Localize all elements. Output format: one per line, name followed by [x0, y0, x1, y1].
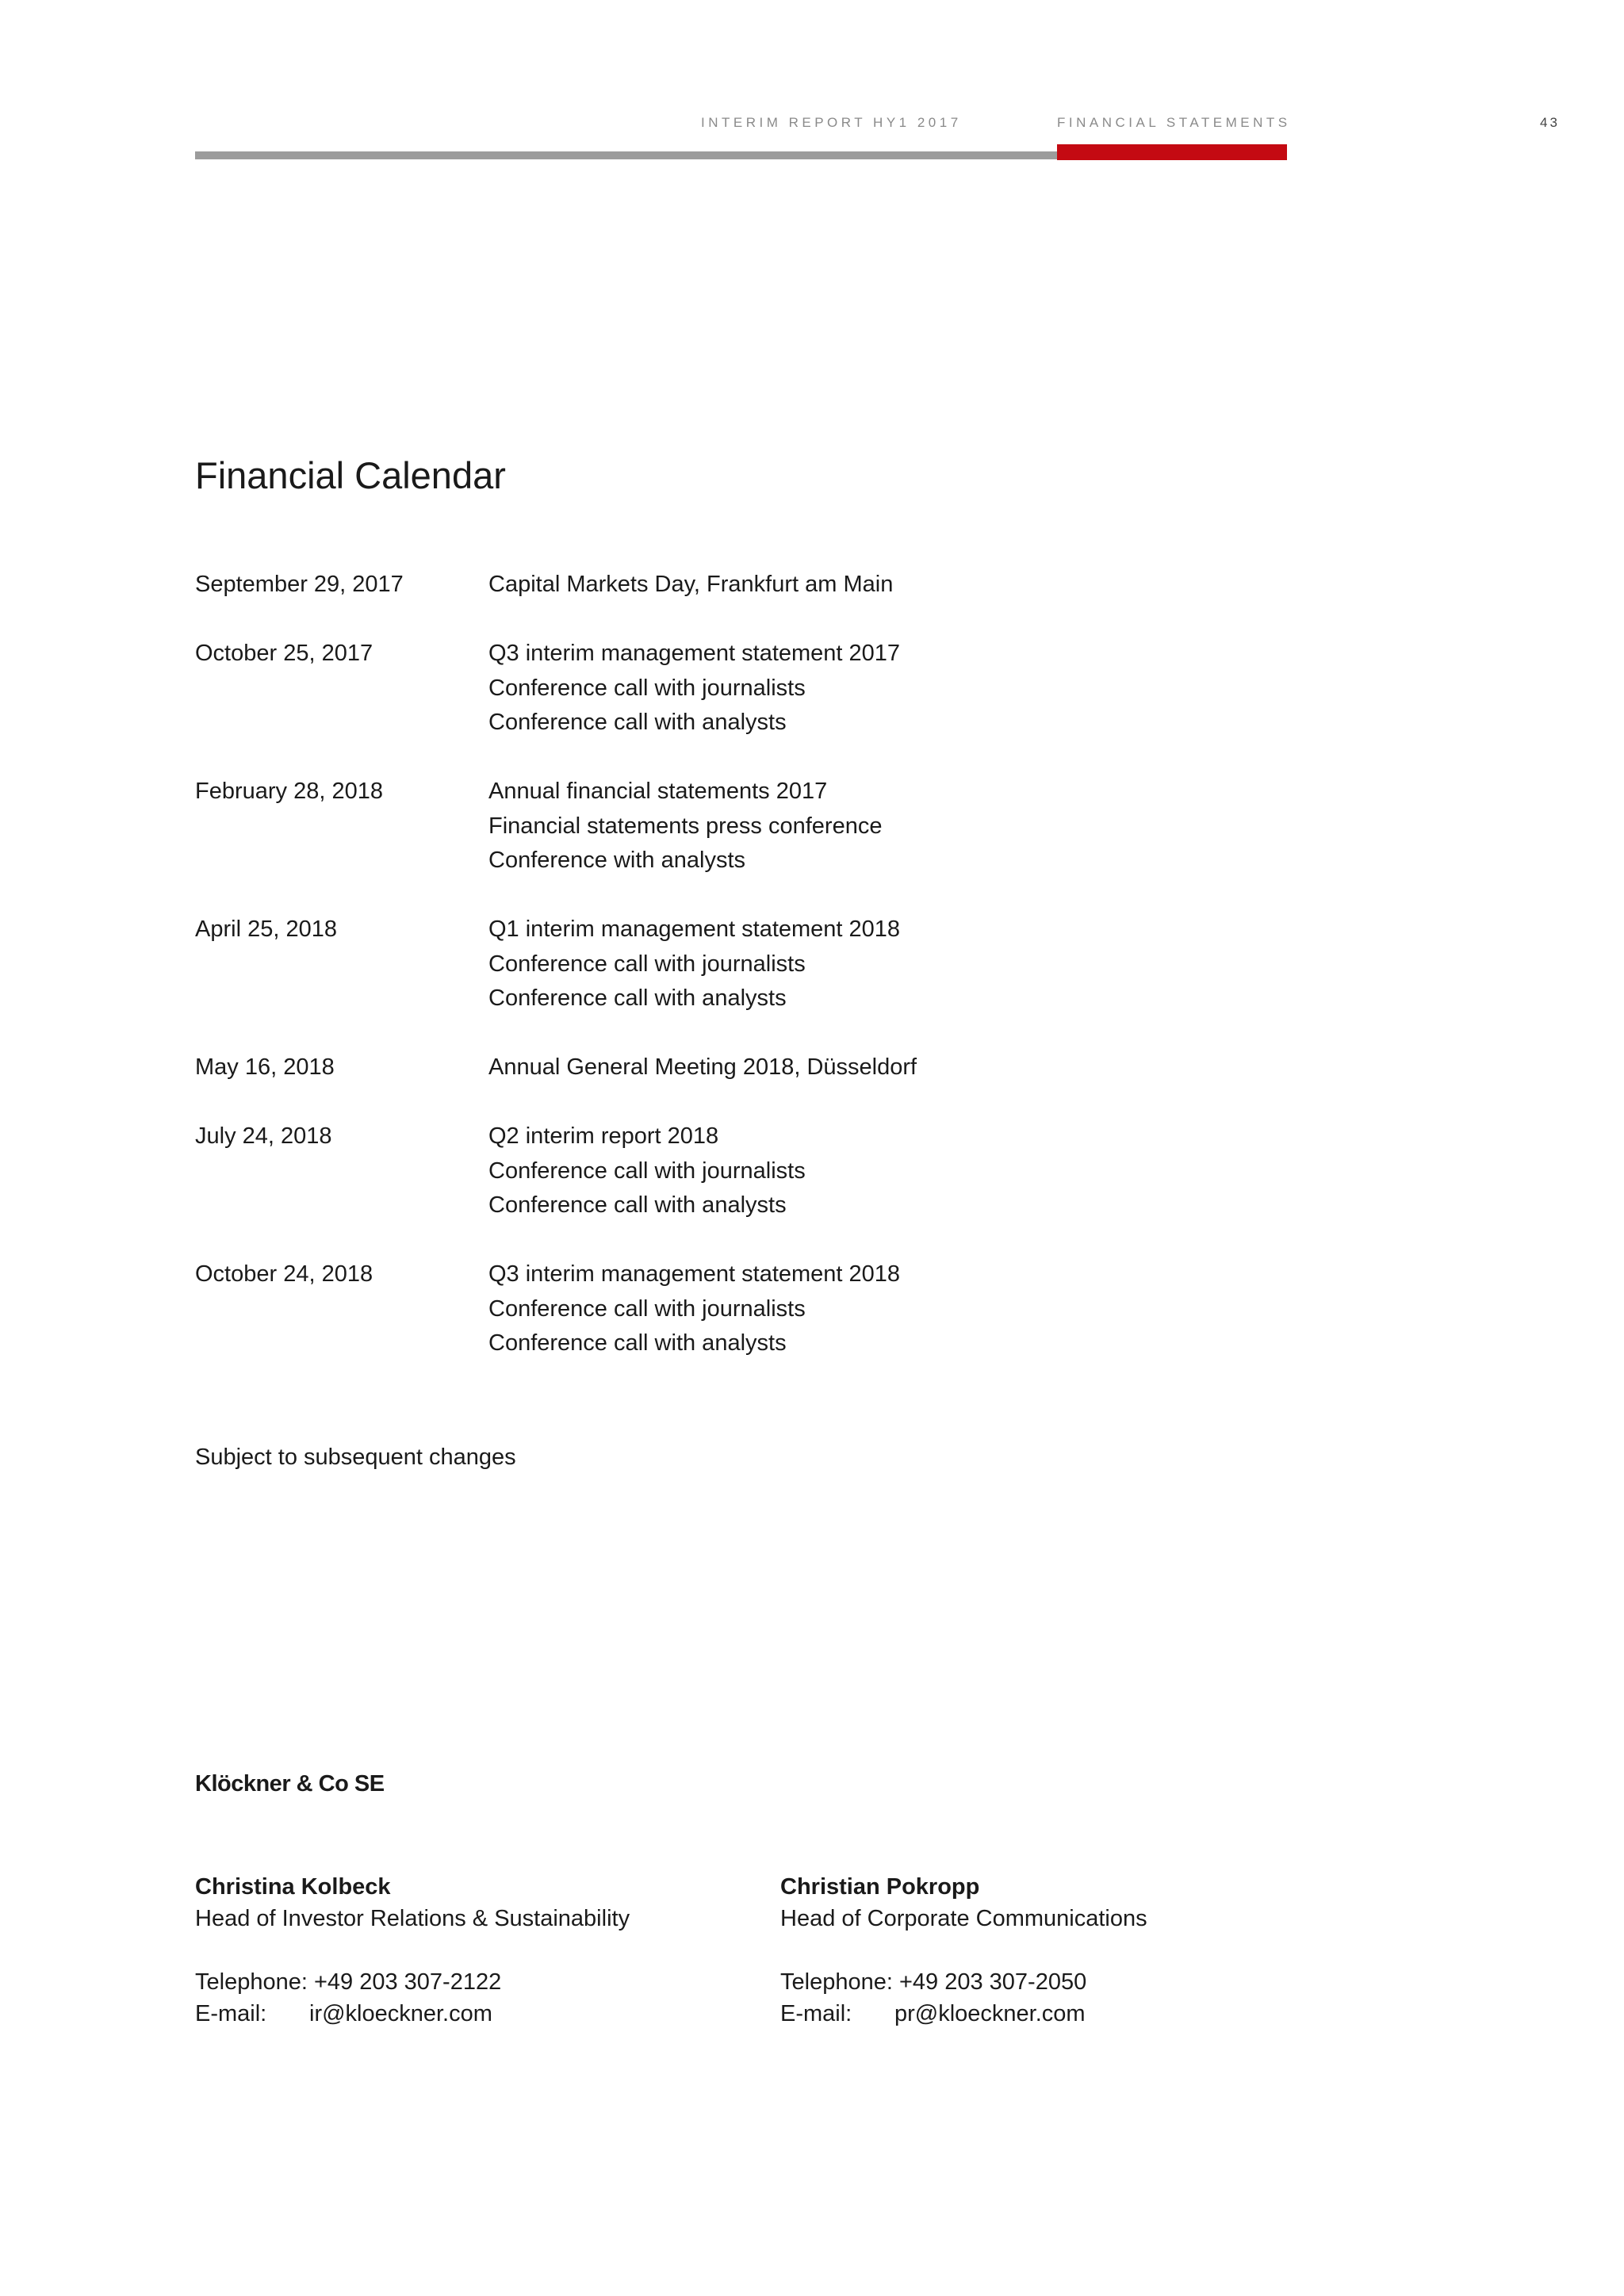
- calendar-events: [488, 1257, 900, 1361]
- calendar-entry: [195, 637, 917, 740]
- calendar-event: Q3 interim management statement 2018: [488, 1261, 901, 1287]
- calendar-event: Conference call with analysts: [488, 985, 787, 1011]
- calendar-event: Q1 interim management statement 2018: [488, 916, 901, 942]
- calendar-date: October 25, 2017: [195, 641, 373, 666]
- calendar-event: Q2 interim report 2018: [488, 1123, 719, 1149]
- contact-name: Christina Kolbeck: [195, 1874, 391, 1900]
- calendar-entry: [195, 913, 917, 1016]
- contact-email-row: [195, 1998, 630, 2030]
- email-label: E-mail:: [780, 2001, 852, 2026]
- page-title: Financial Calendar: [195, 454, 506, 496]
- calendar-entry: [195, 1050, 917, 1085]
- contact-name: Christian Pokropp: [780, 1874, 980, 1900]
- calendar-event: Conference call with journalists: [488, 1295, 806, 1322]
- calendar-events: [488, 775, 882, 878]
- calendar-date: February 28, 2018: [195, 779, 383, 804]
- calendar-entry: [195, 1119, 917, 1223]
- calendar-event: Annual financial statements 2017: [488, 779, 828, 804]
- disclaimer-note: Subject to subsequent changes: [195, 1445, 516, 1470]
- calendar-event: Conference call with analysts: [488, 1192, 787, 1218]
- contact-telephone: Telephone: +49 203 307-2122: [195, 1969, 502, 1995]
- calendar-event: Conference call with journalists: [488, 951, 806, 977]
- calendar-event: Conference with analysts: [488, 848, 745, 873]
- calendar-date: May 16, 2018: [195, 1054, 335, 1080]
- email-link[interactable]: pr@kloeckner.com: [894, 2001, 1086, 2026]
- calendar-events: [488, 913, 900, 1016]
- header-rule-grey: [195, 151, 1057, 159]
- calendar-events: [488, 1050, 917, 1085]
- calendar-events: [488, 637, 900, 740]
- running-header-report: INTERIM REPORT HY1 2017: [701, 115, 962, 130]
- calendar-events: [488, 1119, 806, 1223]
- calendar-date: September 29, 2017: [195, 572, 404, 597]
- calendar-events: [488, 568, 893, 603]
- calendar-event: Capital Markets Day, Frankfurt am Main: [488, 572, 894, 597]
- calendar-event: Conference call with analysts: [488, 710, 787, 735]
- calendar-entry: [195, 775, 917, 878]
- calendar-event: Financial statements press conference: [488, 813, 883, 839]
- contact-email-row: [780, 1998, 1147, 2030]
- calendar-entry: [195, 1257, 917, 1361]
- contact-role: Head of Corporate Communications: [780, 1906, 1147, 1931]
- calendar-event: Conference call with analysts: [488, 1330, 787, 1356]
- contact-corporate-communications: [780, 1871, 1147, 2030]
- email-link[interactable]: ir@kloeckner.com: [309, 2001, 492, 2026]
- email-label: E-mail:: [195, 2001, 267, 2026]
- calendar-entry: [195, 568, 917, 603]
- page-number: 43: [1540, 115, 1560, 130]
- calendar-event: Conference call with journalists: [488, 1158, 806, 1184]
- calendar-date: April 25, 2018: [195, 916, 337, 942]
- financial-calendar: [195, 568, 917, 1395]
- contact-investor-relations: [195, 1871, 630, 2030]
- company-name: Klöckner & Co SE: [195, 1771, 385, 1797]
- contact-role: Head of Investor Relations & Sustainability: [195, 1906, 630, 1931]
- header-rule-section-marker: [1057, 144, 1287, 160]
- calendar-event: Conference call with journalists: [488, 675, 806, 701]
- calendar-event: Q3 interim management statement 2017: [488, 641, 901, 666]
- calendar-date: July 24, 2018: [195, 1123, 332, 1149]
- calendar-event: Annual General Meeting 2018, Düsseldorf: [488, 1054, 917, 1080]
- calendar-date: October 24, 2018: [195, 1261, 373, 1287]
- running-header-section: FINANCIAL STATEMENTS: [1057, 115, 1291, 130]
- contact-telephone: Telephone: +49 203 307-2050: [780, 1969, 1087, 1995]
